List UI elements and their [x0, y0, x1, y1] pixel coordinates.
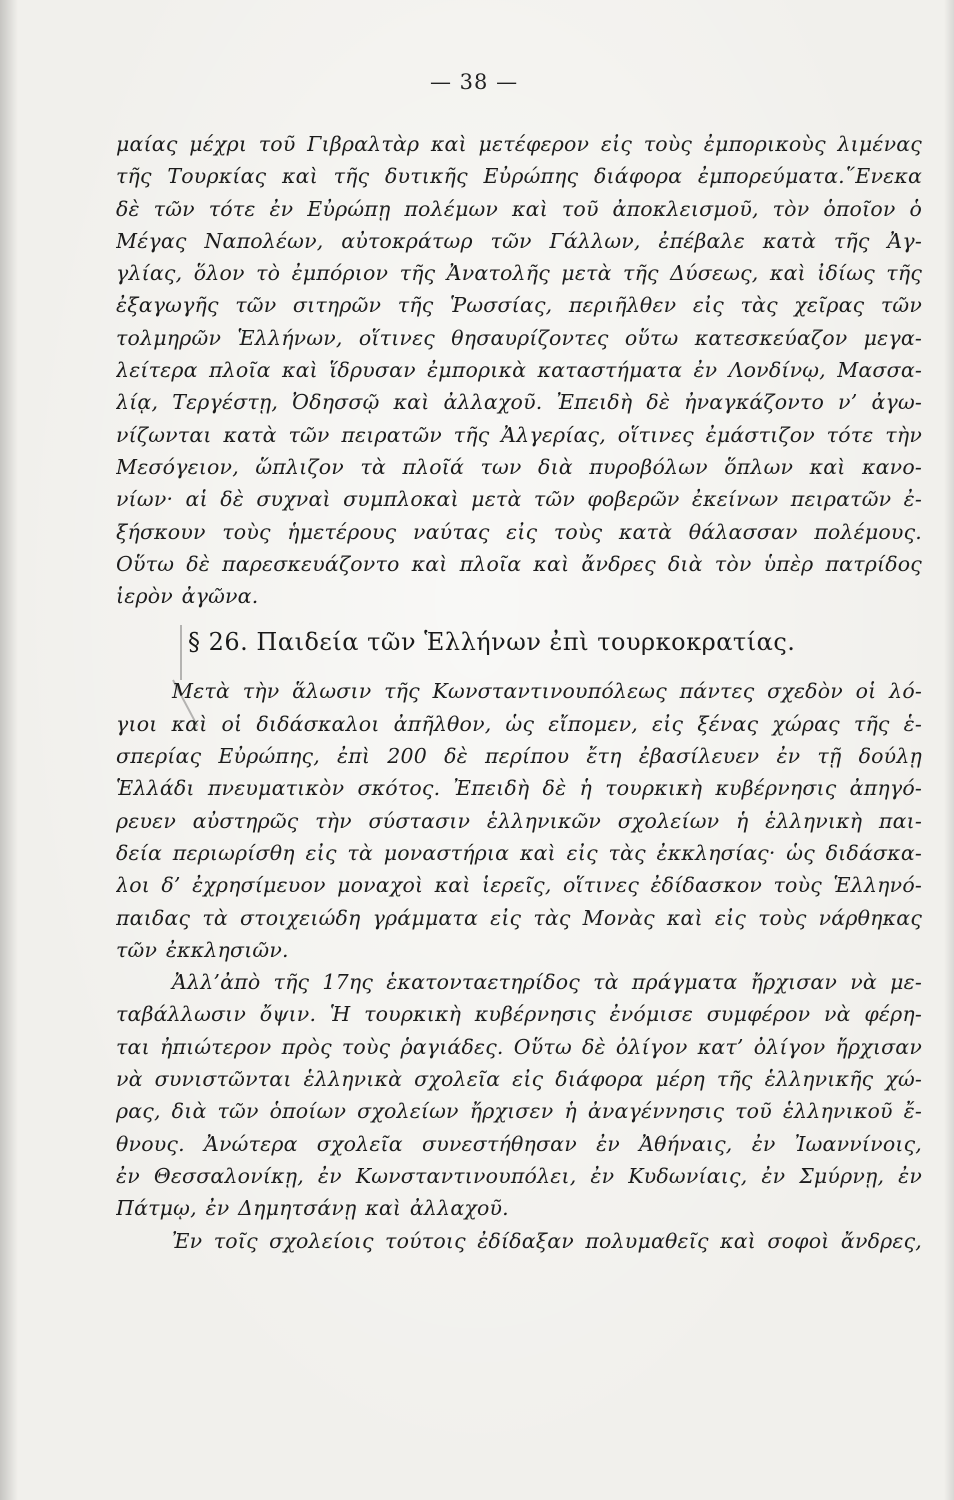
text-line: Ἑλλάδι πνευματικὸν σκότος. Ἐπειδὴ δὲ ἡ τουρκικὴ κυβέρνησις ἀπηγό-: [116, 776, 922, 801]
text-line: ἐξαγωγῆς τῶν σιτηρῶν τῆς Ῥωσσίας, περιῆλθεν εἰς τὰς χεῖρας τῶν: [116, 293, 922, 318]
text-line: τολμηρῶν Ἑλλήνων, οἵτινες θησαυρίζοντες οὕτω κατεσκεύαζον μεγα-: [116, 325, 922, 350]
text-line: ταβάλλωσιν ὄψιν. Ἡ τουρκικὴ κυβέρνησις ἐνόμισε συμφέρον νὰ φέρη-: [116, 1002, 922, 1027]
page-edge-shadow: [944, 0, 954, 1500]
body-text: [116, 128, 922, 1257]
text-line: Ἀλλ’ἀπὸ τῆς 17ης ἑκατονταετηρίδος τὰ πράγματα ἤρχισαν νὰ με-: [172, 970, 922, 995]
text-line: θνους. Ἀνώτερα σχολεῖα συνεστήθησαν ἐν Ἀθήναις, ἐν Ἰωαννίνοις,: [116, 1131, 922, 1156]
text-line: ρευεν αὐστηρῶς τὴν σύστασιν ἑλληνικῶν σχολείων ἡ ἑλληνικὴ παι-: [116, 808, 922, 833]
binding-shadow: [0, 0, 18, 1500]
text-line: τῶν ἐκκλησιῶν.: [116, 937, 289, 962]
text-line: Μετὰ τὴν ἅλωσιν τῆς Κωνσταντινουπόλεως πάντες σχεδὸν οἱ λό-: [172, 679, 922, 704]
section-heading: § 26. Παιδεία τῶν Ἑλλήνων ἐπὶ τουρκοκρατίας.: [188, 628, 796, 657]
text-line: νίζωνται κατὰ τῶν πειρατῶν τῆς Ἀλγερίας, οἵτινες ἐμάστιζον τότε τὴν: [116, 422, 922, 447]
page-number: — 38 —: [430, 70, 519, 94]
text-line: δὲ τῶν τότε ἐν Εὐρώπῃ πολέμων καὶ τοῦ ἀποκλεισμοῦ, τὸν ὁποῖον ὁ: [116, 196, 922, 221]
text-line: νὰ συνιστῶνται ἑλληνικὰ σχολεῖα εἰς διάφορα μέρη τῆς ἑλληνικῆς χώ-: [116, 1067, 922, 1092]
text-line: ἱερὸν ἀγῶνα.: [116, 584, 259, 609]
paragraph-4: [116, 1225, 922, 1257]
text-line: λοι δ’ ἐχρησίμευον μοναχοὶ καὶ ἱερεῖς, οἵτινες ἐδίδασκον τοὺς Ἑλληνό-: [116, 873, 922, 898]
text-line: τῆς Τουρκίας καὶ τῆς δυτικῆς Εὐρώπης διάφορα ἐμπορεύματα.῞Ενεκα: [116, 164, 922, 189]
text-line: Μέγας Ναπολέων, αὐτοκράτωρ τῶν Γάλλων, ἐπέβαλε κατὰ τῆς Ἀγ-: [116, 228, 922, 253]
text-line: νίων· αἱ δὲ συχναὶ συμπλοκαὶ μετὰ τῶν φοβερῶν ἐκείνων πειρατῶν ἐ-: [116, 487, 922, 512]
text-line: ἐν Θεσσαλονίκῃ, ἐν Κωνσταντινουπόλει, ἐν Κυδωνίαις, ἐν Σμύρνῃ, ἐν: [116, 1163, 922, 1188]
text-line: δεία περιωρίσθη εἰς τὰ μοναστήρια καὶ εἰς τὰς ἐκκλησίας· ὡς διδάσκα-: [116, 840, 922, 865]
text-line: Οὕτω δὲ παρεσκευάζοντο καὶ πλοῖα καὶ ἄνδρες διὰ τὸν ὑπὲρ πατρίδος: [116, 551, 922, 576]
text-line: λείτερα πλοῖα καὶ ἵδρυσαν ἐμπορικὰ καταστήματα ἐν Λονδίνῳ, Μασσα-: [116, 358, 922, 383]
paragraph-2: [116, 675, 922, 966]
text-line: ξήσκουν τοὺς ἡμετέρους ναύτας εἰς τοὺς κατὰ θάλασσαν πολέμους.: [116, 519, 922, 544]
paragraph-1: [116, 128, 922, 612]
text-line: γιοι καὶ οἱ διδάσκαλοι ἀπῆλθον, ὡς εἴπομεν, εἰς ξένας χώρας τῆς ἑ-: [116, 711, 922, 736]
text-line: ρας, διὰ τῶν ὁποίων σχολείων ἤρχισεν ἡ ἀναγέννησις τοῦ ἑλληνικοῦ ἔ-: [116, 1099, 922, 1124]
paragraph-3: [116, 966, 922, 1224]
text-line: μαίας μέχρι τοῦ Γιβραλτὰρ καὶ μετέφερον εἰς τοὺς ἐμπορικοὺς λιμένας: [116, 132, 922, 156]
text-line: Μεσόγειον, ὥπλιζον τὰ πλοῖά των διὰ πυροβόλων ὅπλων καὶ κανο-: [116, 454, 922, 479]
text-line: σπερίας Εὐρώπης, ἐπὶ 200 δὲ περίπου ἔτη ἐβασίλευεν ἐν τῇ δούλῃ: [116, 744, 922, 769]
text-line: ται ἠπιώτερον πρὸς τοὺς ῥαγιάδες. Οὕτω δὲ ὀλίγον κατ’ ὀλίγον ἤρχισαν: [116, 1034, 922, 1059]
text-line: παιδας τὰ στοιχειώδη γράμματα εἰς τὰς Μονὰς καὶ εἰς τοὺς νάρθηκας: [116, 905, 922, 930]
text-line: γλίας, ὅλον τὸ ἐμπόριον τῆς Ἀνατολῆς μετὰ τῆς Δύσεως, καὶ ἰδίως τῆς: [116, 261, 922, 286]
text-line: Πάτμῳ, ἐν Δημητσάνῃ καὶ ἀλλαχοῦ.: [116, 1196, 509, 1221]
text-line: Ἐν τοῖς σχολείοις τούτοις ἐδίδαξαν πολυμαθεῖς καὶ σοφοὶ ἄνδρες,: [172, 1228, 922, 1253]
text-line: λίᾳ, Τεργέστῃ, Ὀδησσῷ καὶ ἀλλαχοῦ. Ἐπειδὴ δὲ ἠναγκάζοντο ν’ ἀγω-: [116, 390, 922, 415]
